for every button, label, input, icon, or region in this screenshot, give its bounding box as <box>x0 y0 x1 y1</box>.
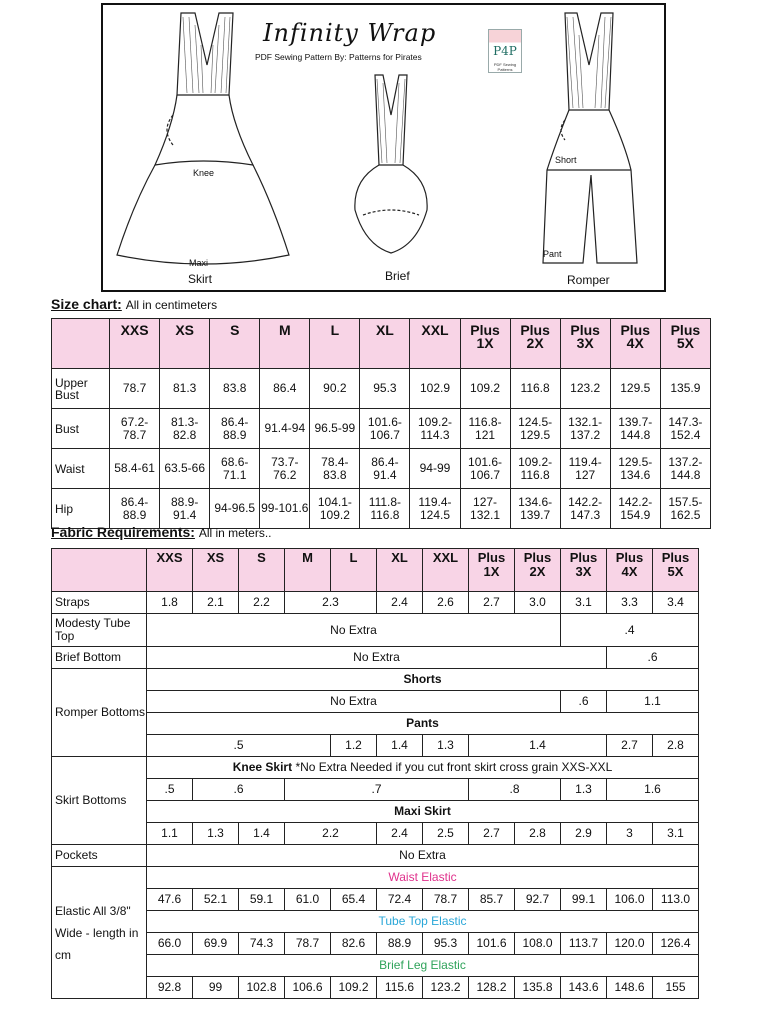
cell: 90.2 <box>310 369 360 409</box>
fabric-note: All in meters.. <box>198 526 272 540</box>
cell: 147.3-152.4 <box>660 409 710 449</box>
cell: 101.6-106.7 <box>360 409 410 449</box>
knee-skirt-row <box>52 779 699 801</box>
row-label: Hip <box>52 489 110 529</box>
cell: 124.5-129.5 <box>510 409 560 449</box>
cell: 81.3-82.8 <box>160 409 210 449</box>
subheading <box>147 757 699 779</box>
cell: 1.4 <box>239 823 285 845</box>
subheading: Waist Elastic <box>147 867 699 889</box>
modesty-row <box>52 614 699 647</box>
cell: 106.0 <box>607 889 653 911</box>
size-header: S <box>210 319 260 369</box>
pockets-row <box>52 845 699 867</box>
cell: 2.9 <box>561 823 607 845</box>
cell: 2.8 <box>653 735 699 757</box>
cell: 61.0 <box>285 889 331 911</box>
leg-elastic-row <box>52 977 699 999</box>
size-header: M <box>260 319 310 369</box>
cell: 135.9 <box>660 369 710 409</box>
size-header: Plus 2X <box>515 549 561 592</box>
size-header: Plus 3X <box>561 549 607 592</box>
size-header: XXL <box>410 319 460 369</box>
cell: 129.5 <box>610 369 660 409</box>
cell: 86.4 <box>260 369 310 409</box>
size-row <box>52 489 711 529</box>
cell: 137.2-144.8 <box>660 449 710 489</box>
cell: 81.3 <box>160 369 210 409</box>
subheading: Tube Top Elastic <box>147 911 699 933</box>
cell: .4 <box>561 614 699 647</box>
cell: 95.3 <box>423 933 469 955</box>
cell: 3.4 <box>653 592 699 614</box>
cell: 1.2 <box>331 735 377 757</box>
maxi-label: Maxi <box>189 258 209 268</box>
cell: 113.0 <box>653 889 699 911</box>
cell: 3.3 <box>607 592 653 614</box>
pant-label: Pant <box>543 249 562 259</box>
cell: 109.2 <box>331 977 377 999</box>
fabric-requirements-table <box>51 548 699 999</box>
cell: 120.0 <box>607 933 653 955</box>
fabric-heading <box>51 524 272 540</box>
row-label: Skirt Bottoms <box>52 757 147 845</box>
size-header: XS <box>160 319 210 369</box>
cell: 157.5-162.5 <box>660 489 710 529</box>
waist-elastic-row <box>52 889 699 911</box>
size-header: M <box>285 549 331 592</box>
cell: 47.6 <box>147 889 193 911</box>
logo-text: P4P <box>493 44 517 58</box>
size-header: XL <box>360 319 410 369</box>
cell: 101.6 <box>469 933 515 955</box>
cell: .5 <box>147 779 193 801</box>
cell: 58.4-61 <box>110 449 160 489</box>
cell: 3 <box>607 823 653 845</box>
size-header: Plus 1X <box>460 319 510 369</box>
size-chart-note: All in centimeters <box>125 298 218 312</box>
cell: 127-132.1 <box>460 489 510 529</box>
cell: 94-99 <box>410 449 460 489</box>
cell: 101.6-106.7 <box>460 449 510 489</box>
cell: 78.4-83.8 <box>310 449 360 489</box>
cell: .6 <box>561 691 607 713</box>
cell: 2.7 <box>607 735 653 757</box>
cell: 116.8-121 <box>460 409 510 449</box>
row-label: Elastic All 3/8" Wide - length in cm <box>52 867 147 999</box>
cell: 3.0 <box>515 592 561 614</box>
cell: 1.1 <box>607 691 699 713</box>
cell: 132.1-137.2 <box>560 409 610 449</box>
row-label: Romper Bottoms <box>52 669 147 757</box>
tube-elastic-head <box>52 911 699 933</box>
cell: 78.7 <box>110 369 160 409</box>
knee-skirt-head <box>52 757 699 779</box>
pattern-illustration <box>101 3 666 292</box>
cell: 113.7 <box>561 933 607 955</box>
straps-row <box>52 592 699 614</box>
cell: 148.6 <box>607 977 653 999</box>
size-header: XXL <box>423 549 469 592</box>
cell: 68.6-71.1 <box>210 449 260 489</box>
cell: 102.8 <box>239 977 285 999</box>
waist-elastic-head <box>52 867 699 889</box>
row-label: Pockets <box>52 845 147 867</box>
size-header: Plus 4X <box>610 319 660 369</box>
fabric-label: Fabric Requirements: <box>51 524 195 540</box>
size-chart-label: Size chart: <box>51 296 122 312</box>
cell: 99.1 <box>561 889 607 911</box>
cell: 88.9 <box>377 933 423 955</box>
cell: 99 <box>193 977 239 999</box>
fabric-header-row <box>52 549 699 592</box>
cell: 85.7 <box>469 889 515 911</box>
cell: 65.4 <box>331 889 377 911</box>
size-row <box>52 369 711 409</box>
cell: 86.4-88.9 <box>110 489 160 529</box>
cell: 119.4-127 <box>560 449 610 489</box>
cell: 134.6-139.7 <box>510 489 560 529</box>
cell: 67.2-78.7 <box>110 409 160 449</box>
cell: .7 <box>285 779 469 801</box>
size-header: Plus 4X <box>607 549 653 592</box>
size-header: S <box>239 549 285 592</box>
row-label: Modesty Tube Top <box>52 614 147 647</box>
pattern-title: Infinity Wrap <box>263 19 437 47</box>
romper-shorts-row <box>52 691 699 713</box>
cell: 86.4-88.9 <box>210 409 260 449</box>
cell: 2.3 <box>285 592 377 614</box>
cell: .8 <box>469 779 561 801</box>
cell: 109.2-116.8 <box>510 449 560 489</box>
size-chart-heading <box>51 296 217 312</box>
size-header: Plus 5X <box>653 549 699 592</box>
garment-drawings <box>103 5 664 290</box>
cell: 116.8 <box>510 369 560 409</box>
subheading: Shorts <box>147 669 699 691</box>
cell: 2.7 <box>469 592 515 614</box>
size-header: L <box>310 319 360 369</box>
fabric-header-corner <box>52 549 147 592</box>
size-header: Plus 2X <box>510 319 560 369</box>
size-header: L <box>331 549 377 592</box>
cell: 1.4 <box>377 735 423 757</box>
cell: .6 <box>193 779 285 801</box>
romper-pants-row <box>52 735 699 757</box>
brief-row <box>52 647 699 669</box>
cell: 108.0 <box>515 933 561 955</box>
cell: 1.3 <box>193 823 239 845</box>
cell: 66.0 <box>147 933 193 955</box>
cell: 2.7 <box>469 823 515 845</box>
cell: 1.4 <box>469 735 607 757</box>
cell: 52.1 <box>193 889 239 911</box>
cell: 126.4 <box>653 933 699 955</box>
cell: 2.1 <box>193 592 239 614</box>
cell: 59.1 <box>239 889 285 911</box>
cell: 2.8 <box>515 823 561 845</box>
size-header: XXS <box>110 319 160 369</box>
maxi-skirt-head <box>52 801 699 823</box>
size-row <box>52 449 711 489</box>
cell: 1.3 <box>423 735 469 757</box>
cell: 92.8 <box>147 977 193 999</box>
cell: 1.8 <box>147 592 193 614</box>
pattern-subtitle: PDF Sewing Pattern By: Patterns for Pirates <box>255 52 422 62</box>
cell: 106.6 <box>285 977 331 999</box>
cell: 88.9-91.4 <box>160 489 210 529</box>
cell: 2.2 <box>239 592 285 614</box>
cell: 139.7-144.8 <box>610 409 660 449</box>
cell: No Extra <box>147 614 561 647</box>
cell: 1.3 <box>561 779 607 801</box>
brief-caption: Brief <box>385 269 410 283</box>
size-header-corner <box>52 319 110 369</box>
cell: 74.3 <box>239 933 285 955</box>
cell: 109.2-114.3 <box>410 409 460 449</box>
cell: 142.2-154.9 <box>610 489 660 529</box>
cell: 72.4 <box>377 889 423 911</box>
cell: 104.1-109.2 <box>310 489 360 529</box>
row-label: Upper Bust <box>52 369 110 409</box>
knee-skirt-note: *No Extra Needed if you cut front skirt cross grain XXS-XXL <box>295 760 613 774</box>
romper-caption: Romper <box>567 273 610 287</box>
knee-label: Knee <box>193 168 215 178</box>
subheading: Pants <box>147 713 699 735</box>
cell: 63.5-66 <box>160 449 210 489</box>
cell: 2.2 <box>285 823 377 845</box>
cell: 109.2 <box>460 369 510 409</box>
cell: 143.6 <box>561 977 607 999</box>
row-label: Waist <box>52 449 110 489</box>
romper-shorts-head <box>52 669 699 691</box>
cell: No Extra <box>147 647 607 669</box>
cell: 102.9 <box>410 369 460 409</box>
cell: 3.1 <box>561 592 607 614</box>
row-label: Straps <box>52 592 147 614</box>
romper-pants-head <box>52 713 699 735</box>
cell: 142.2-147.3 <box>560 489 610 529</box>
cell: No Extra <box>147 691 561 713</box>
cell: 111.8-116.8 <box>360 489 410 529</box>
cell: .6 <box>607 647 699 669</box>
brand-logo <box>488 29 522 73</box>
cell: 69.9 <box>193 933 239 955</box>
size-header: Plus 5X <box>660 319 710 369</box>
cell: 1.6 <box>607 779 699 801</box>
skirt-caption: Skirt <box>188 272 212 286</box>
subheading: Maxi Skirt <box>147 801 699 823</box>
size-header: XS <box>193 549 239 592</box>
size-header-row <box>52 319 711 369</box>
tube-elastic-row <box>52 933 699 955</box>
cell: 123.2 <box>560 369 610 409</box>
size-chart-table <box>51 318 711 529</box>
cell: 99-101.6 <box>260 489 310 529</box>
cell: 86.4-91.4 <box>360 449 410 489</box>
leg-elastic-head <box>52 955 699 977</box>
cell: 2.4 <box>377 823 423 845</box>
cell: 83.8 <box>210 369 260 409</box>
cell: 94-96.5 <box>210 489 260 529</box>
size-header: Plus 3X <box>560 319 610 369</box>
cell: 91.4-94 <box>260 409 310 449</box>
row-label: Bust <box>52 409 110 449</box>
cell: 2.5 <box>423 823 469 845</box>
cell: 129.5-134.6 <box>610 449 660 489</box>
cell: 128.2 <box>469 977 515 999</box>
size-header: XXS <box>147 549 193 592</box>
subheading: Brief Leg Elastic <box>147 955 699 977</box>
cell: 123.2 <box>423 977 469 999</box>
cell: 96.5-99 <box>310 409 360 449</box>
cell: 78.7 <box>423 889 469 911</box>
cell: 82.6 <box>331 933 377 955</box>
size-header: XL <box>377 549 423 592</box>
cell: 115.6 <box>377 977 423 999</box>
cell: .5 <box>147 735 331 757</box>
short-label: Short <box>555 155 577 165</box>
row-label: Brief Bottom <box>52 647 147 669</box>
cell: 2.6 <box>423 592 469 614</box>
cell: 78.7 <box>285 933 331 955</box>
knee-skirt-title: Knee Skirt <box>232 760 293 774</box>
size-row <box>52 409 711 449</box>
cell: 1.1 <box>147 823 193 845</box>
cell: 119.4-124.5 <box>410 489 460 529</box>
cell: 95.3 <box>360 369 410 409</box>
cell: 135.8 <box>515 977 561 999</box>
cell: 155 <box>653 977 699 999</box>
size-header: Plus 1X <box>469 549 515 592</box>
cell: 92.7 <box>515 889 561 911</box>
cell: 3.1 <box>653 823 699 845</box>
cell: 2.4 <box>377 592 423 614</box>
logo-subtext: PDF Sewing Patterns <box>493 62 517 72</box>
cell: No Extra <box>147 845 699 867</box>
maxi-skirt-row <box>52 823 699 845</box>
cell: 73.7-76.2 <box>260 449 310 489</box>
